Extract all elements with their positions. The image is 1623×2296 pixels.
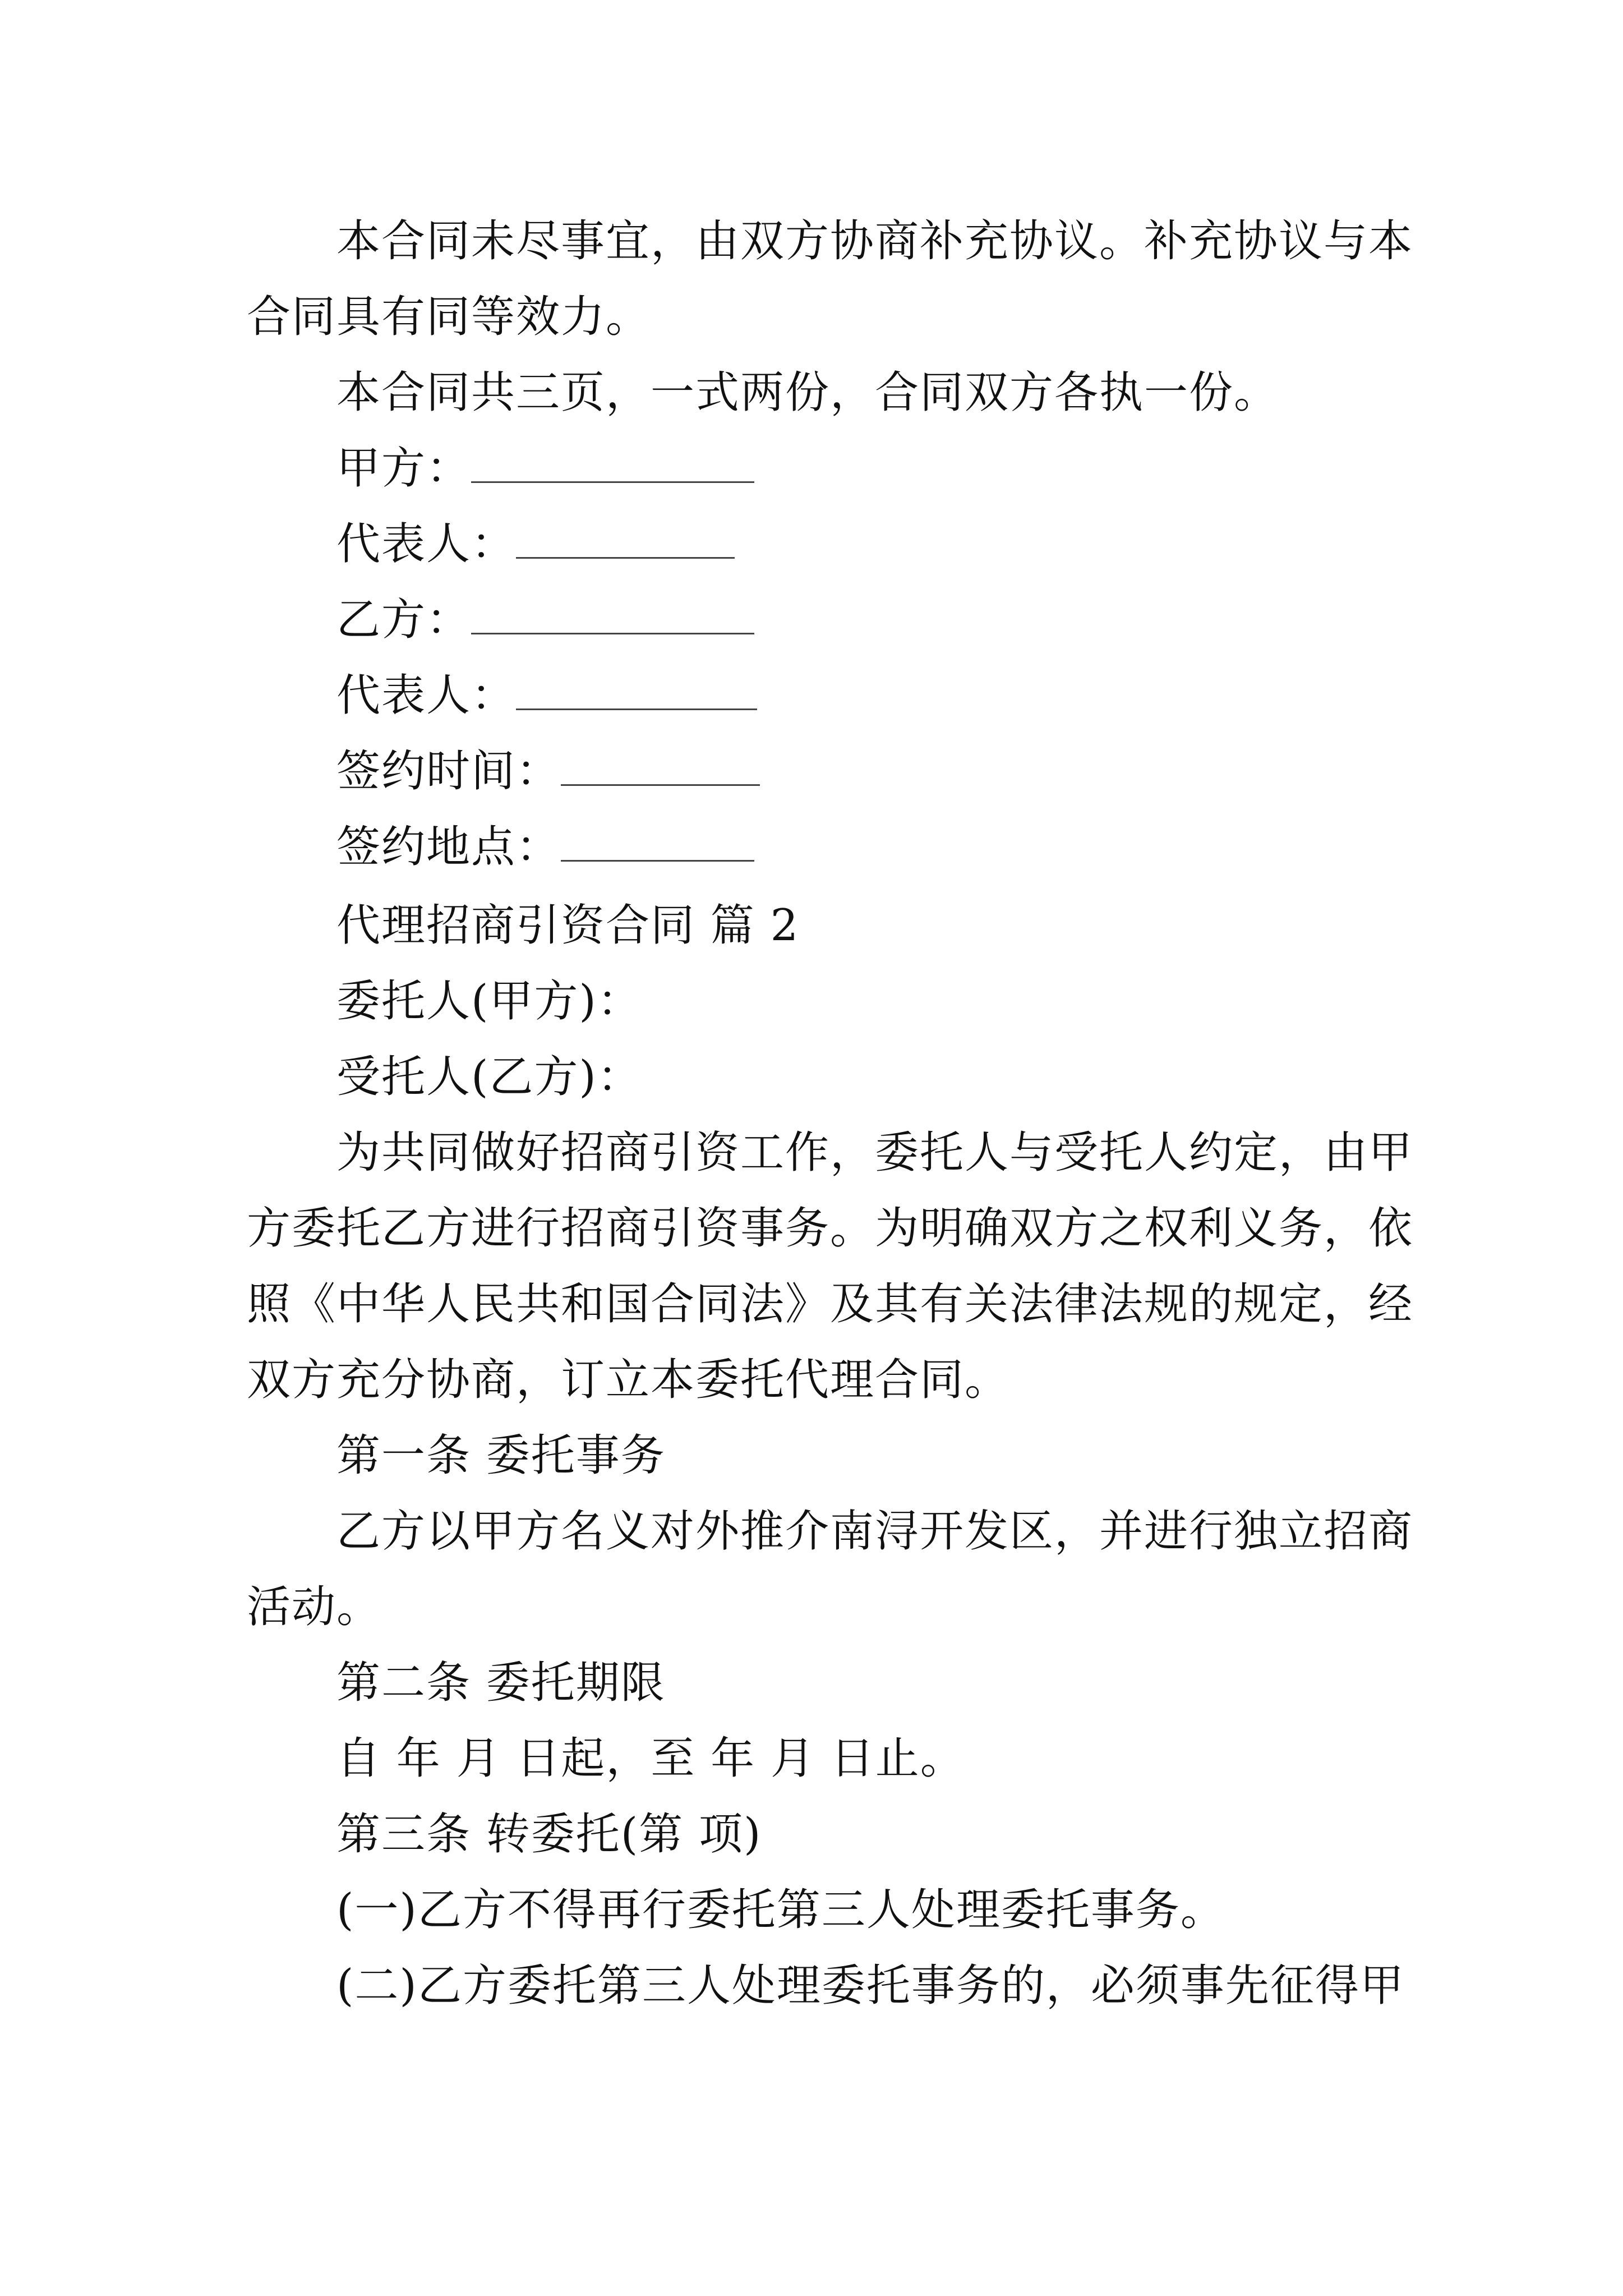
signature-blank [471,442,754,483]
signature-label: 代表人： [336,670,517,721]
paragraph-line: 为共同做好招商引资工作，委托人与受托人约定，由甲 [336,1128,1414,1178]
signature-place [336,819,754,875]
section-title: 代理招商引资合同 篇 2 [336,900,800,951]
paragraph-line: 本合同共三页，一式两份，合同双方各执一份。 [336,367,1279,418]
signature-label: 乙方： [336,595,472,645]
paragraph-line: 自 年 月 日起，至 年 月 日止。 [336,1733,965,1784]
signature-label: 甲方： [336,443,472,494]
signature-blank [516,518,735,559]
signature-party-b [336,592,754,648]
paragraph-line: 照《中华人民共和国合同法》及其有关法律法规的规定，经 [247,1279,1414,1329]
list-item: (一)乙方不得再行委托第三人处理委托事务。 [336,1885,1225,1935]
agent-line: 受托人(乙方)： [336,1052,642,1102]
client-line: 委托人(甲方)： [336,976,642,1027]
signature-label: 签约地点： [336,822,561,872]
paragraph-line: 合同具有同等效力。 [247,292,651,342]
signature-blank [561,821,754,862]
article-title: 第二条 委托期限 [336,1658,666,1708]
list-item: (二)乙方委托第三人处理委托事务的，必须事先征得甲 [336,1961,1405,2011]
signature-rep-b [336,668,757,724]
paragraph-line: 双方充分协商，订立本委托代理合同。 [247,1355,1010,1405]
signature-blank [516,669,757,710]
article-title: 第一条 委托事务 [336,1430,666,1481]
paragraph-line: 活动。 [247,1582,382,1632]
paragraph-line: 乙方以甲方名义对外推介南浔开发区，并进行独立招商 [336,1506,1414,1557]
signature-party-a [336,440,754,496]
signature-blank [561,745,760,786]
article-title: 第三条 转委托(第 项) [336,1809,762,1860]
signature-time [336,743,760,799]
paragraph-line: 方委托乙方进行招商引资事务。为明确双方之权利义务，依 [247,1203,1414,1254]
signature-label: 签约时间： [336,746,561,797]
signature-blank [471,593,754,634]
paragraph-line: 本合同未尽事宜，由双方协商补充协议。补充协议与本 [336,216,1414,266]
signature-rep-a [336,516,735,572]
signature-label: 代表人： [336,519,517,569]
